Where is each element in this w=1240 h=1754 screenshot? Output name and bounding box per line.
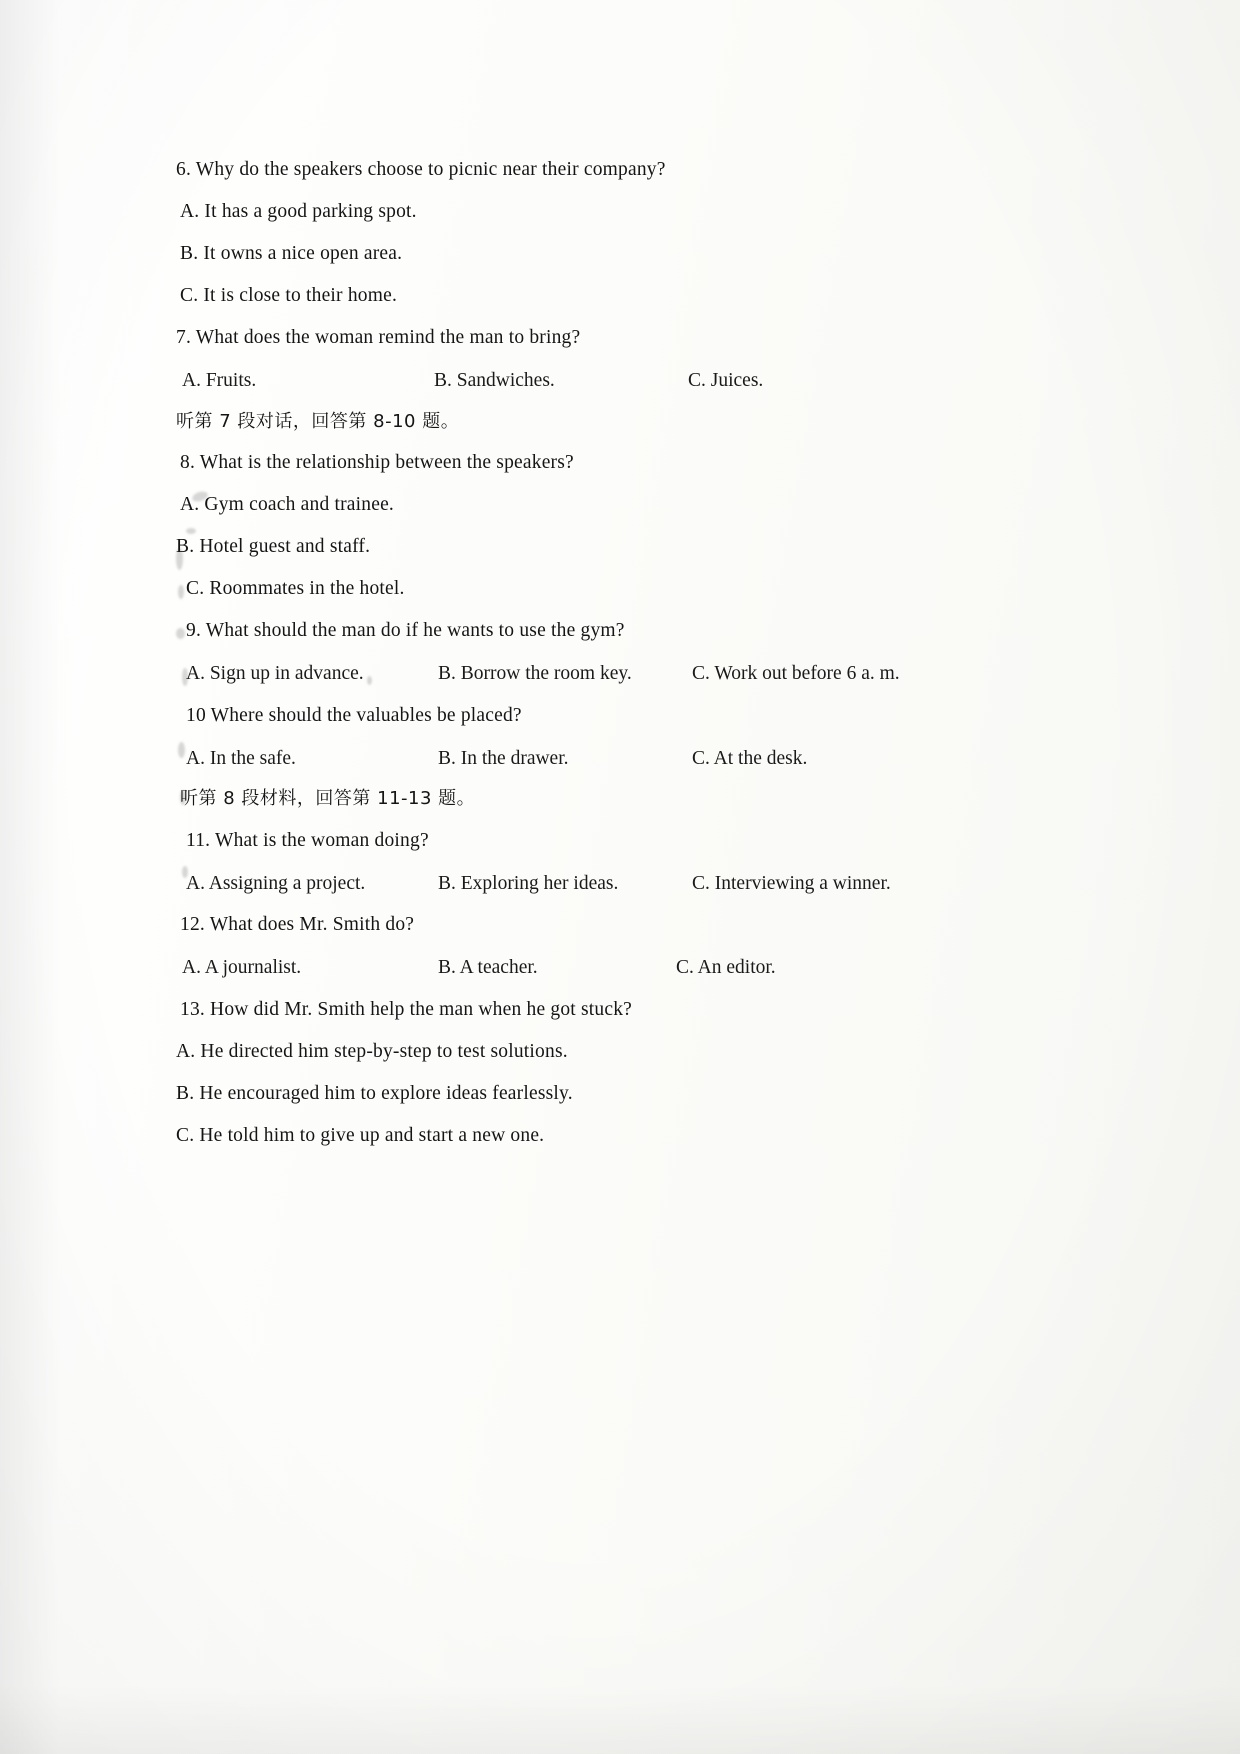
question-7-options [176,370,1076,390]
question-6-option-b: B. It owns a nice open area. [180,243,403,264]
question-11-option-a: A. Assigning a project. [186,872,366,894]
question-9-option-b: B. Borrow the room key. [438,663,632,684]
question-12-option-c: C. An editor. [676,957,776,978]
question-12-option-a: A. A journalist. [182,957,302,978]
question-11: 11. What is the woman doing? [186,829,429,851]
page-edge-shadow-bottom [0,1684,1240,1754]
question-13-option-a: A. He directed him step-by-step to test solutions. [176,1040,568,1062]
question-11-options [176,873,1076,893]
question-10-option-a: A. In the safe. [186,747,296,769]
question-8-option-b: B. Hotel guest and staff. [176,536,371,557]
question-9-option-c: C. Work out before 6 a. m. [692,663,900,684]
question-13-option-c: C. He told him to give up and start a new one. [176,1124,545,1146]
question-8: 8. What is the relationship between the speakers? [180,452,574,473]
question-list [176,160,1076,1168]
question-6-option-a: A. It has a good parking spot. [180,201,417,222]
question-12-option-b: B. A teacher. [438,957,538,978]
question-8-option-a: A. Gym coach and trainee. [180,494,394,515]
question-11-option-c: C. Interviewing a winner. [692,872,891,894]
question-7: 7. What does the woman remind the man to bring? [176,327,581,348]
page-edge-shadow-left [0,0,60,1754]
question-13: 13. How did Mr. Smith help the man when he got stuck? [180,998,633,1020]
question-6: 6. Why do the speakers choose to picnic near their company? [176,159,666,180]
question-12: 12. What does Mr. Smith do? [180,914,415,935]
question-9: 9. What should the man do if he wants to use the gym? [186,620,625,641]
question-6-option-c: C. It is close to their home. [180,285,398,306]
question-10-option-b: B. In the drawer. [438,747,569,769]
question-13-option-b: B. He encouraged him to explore ideas fearlessly. [176,1082,573,1104]
question-10-options [176,748,1076,768]
listening-direction-2: 听第 8 段材料，回答第 11-13 题。 [180,788,476,809]
question-7-option-b: B. Sandwiches. [434,370,555,391]
listening-direction-1: 听第 7 段对话，回答第 8-10 题。 [176,410,460,432]
question-10: 10 Where should the valuables be placed? [186,704,522,726]
question-7-option-c: C. Juices. [688,370,764,391]
question-8-option-c: C. Roommates in the hotel. [186,578,405,599]
question-10-option-c: C. At the desk. [692,747,808,769]
question-12-options [176,957,1076,977]
question-7-option-a: A. Fruits. [182,370,257,391]
question-9-option-a: A. Sign up in advance. [186,663,364,684]
question-9-options [176,663,1076,683]
question-11-option-b: B. Exploring her ideas. [438,872,619,894]
